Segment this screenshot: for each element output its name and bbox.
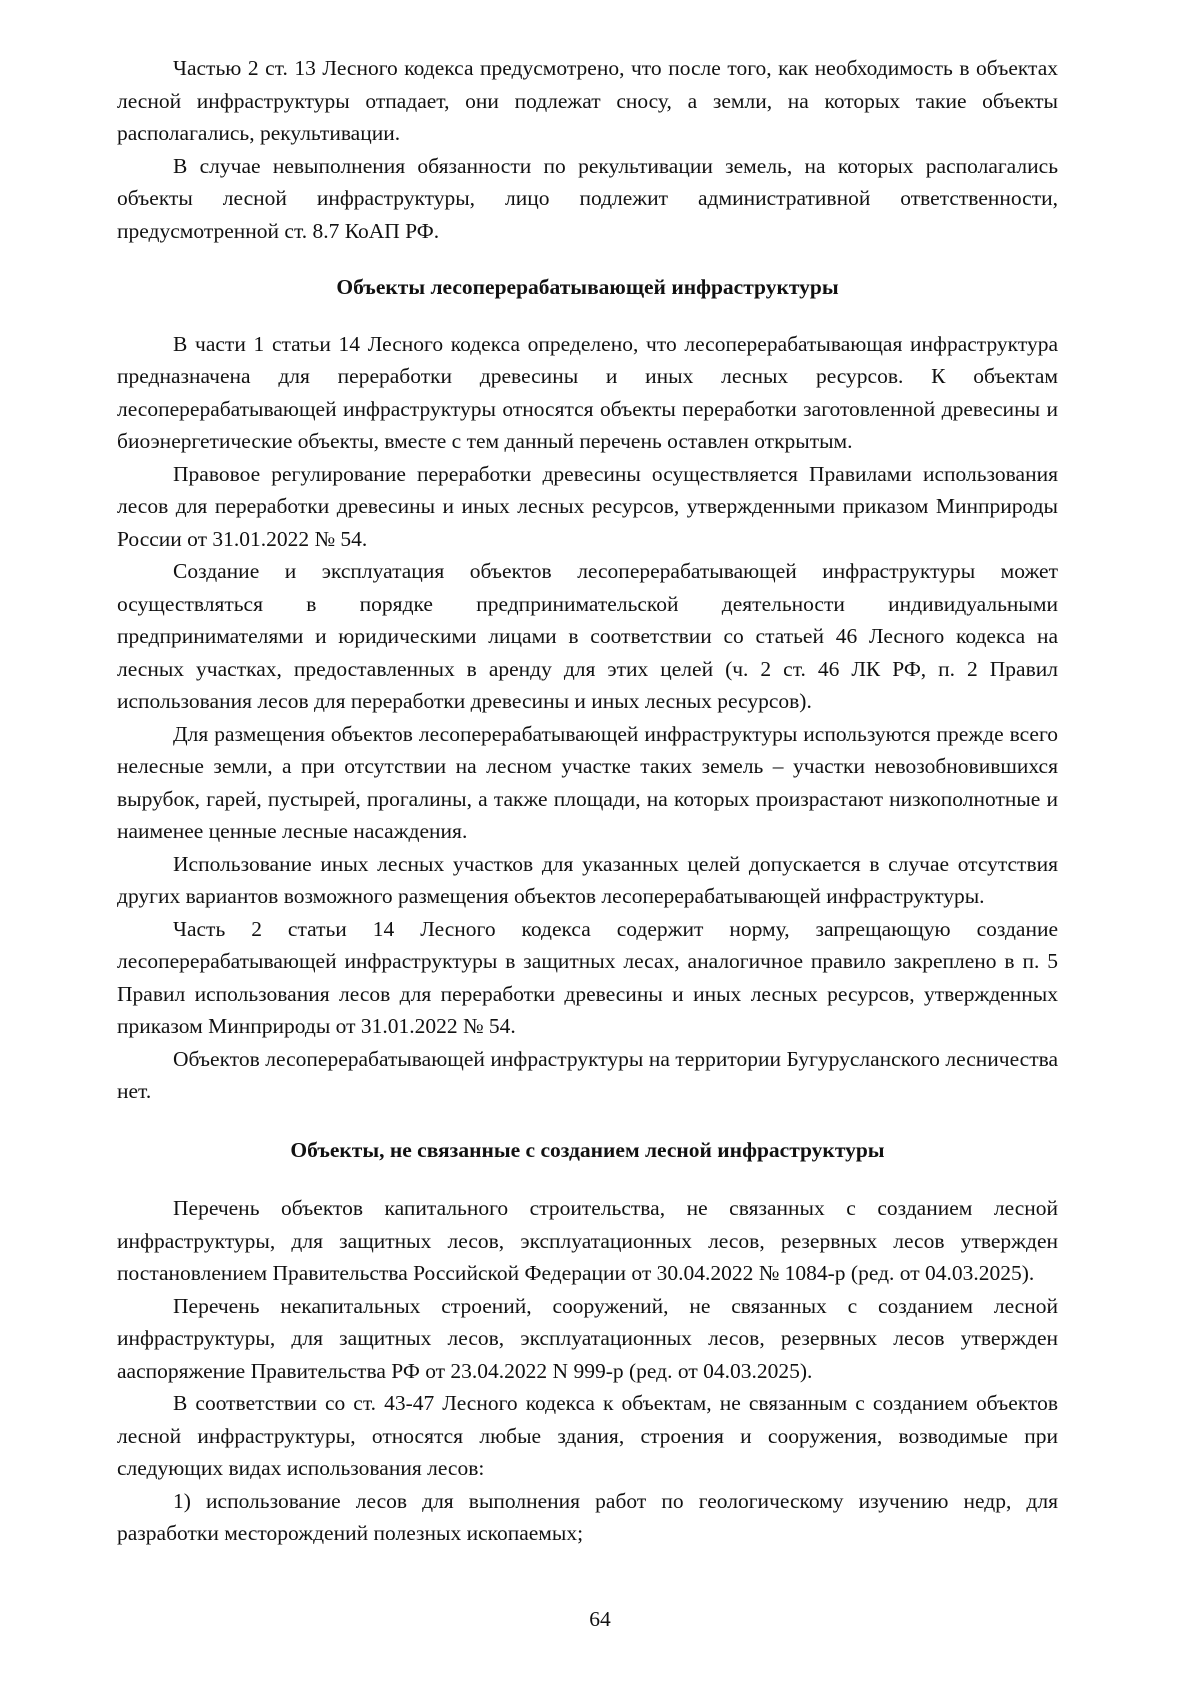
- paragraph: В соответствии со ст. 43-47 Лесного кодекса к объектам, не связанным с созданием объектов лесной инфраструктуры, относятся любые здания, строения и сооружения, возводимые при следующих видах использования лесов:: [117, 1391, 1058, 1480]
- paragraph: Перечень объектов капитального строительства, не связанных с созданием лесной инфраструктуры, для защитных лесов, эксплуатационных лесов, резервных лесов утвержден постановлением Правительства Российской Федерации от 30.04.2022 № 1084-р (ред. от 04.03.2025).: [117, 1196, 1058, 1285]
- paragraph: Для размещения объектов лесоперерабатывающей инфраструктуры используются прежде всего нелесные земли, а при отсутствии на лесном участке таких земель – участки невозобновившихся вырубок, гарей, пустырей, прогалины, а также площади, на которых произрастают низкополнотные и наименее ценные лесные насаждения.: [117, 721, 1058, 843]
- paragraph: Правовое регулирование переработки древесины осуществляется Правилами использования лесов для переработки древесины и иных лесных ресурсов, утвержденными приказом Минприроды России от 31.01.2022 № 54.: [117, 461, 1058, 551]
- paragraph: Создание и эксплуатация объектов лесоперерабатывающей инфраструктуры может осуществляться в порядке предпринимательской деятельности индивидуальными предпринимателями и юридическими лицами в соответствии со статьей 46 Лесного кодекса на лесных участках, предоставленных в аренду для этих целей (ч. 2 ст. 46 ЛК РФ, п. 2 Правил использования лесов для переработки древесины и иных лесных ресурсов).: [117, 559, 1058, 713]
- paragraph: Часть 2 статьи 14 Лесного кодекса содержит норму, запрещающую создание лесоперерабатывающей инфраструктуры в защитных лесах, аналогичное правило закреплено в п. 5 Правил использования лесов для переработки древесины и иных лесных ресурсов, утвержденных приказом Минприроды от 31.01.2022 № 54.: [117, 916, 1058, 1038]
- paragraph: Частью 2 ст. 13 Лесного кодекса предусмотрено, что после того, как необходимость в объектах лесной инфраструктуры отпадает, они подлежат сносу, а земли, на которых такие объекты располагались, рекультивации.: [117, 56, 1058, 145]
- section-heading: Объекты, не связанные с созданием лесной инфраструктуры: [290, 1137, 885, 1162]
- paragraph: В части 1 статьи 14 Лесного кодекса определено, что лесоперерабатывающая инфраструктура предназначена для переработки древесины и иных лесных ресурсов. К объектам лесоперерабатывающей инфраструктуры относятся объекты переработки заготовленной древесины и биоэнергетические объекты, вместе с тем данный перечень оставлен открытым.: [117, 331, 1058, 453]
- page-number: 64: [589, 1607, 611, 1631]
- paragraph: 1) использование лесов для выполнения работ по геологическому изучению недр, для разработки месторождений полезных ископаемых;: [117, 1488, 1058, 1545]
- paragraph: В случае невыполнения обязанности по рекультивации земель, на которых располагались объекты лесной инфраструктуры, лицо подлежит административной ответственности, предусмотренной ст. 8.7 КоАП РФ.: [117, 153, 1058, 243]
- paragraph: Перечень некапитальных строений, сооружений, не связанных с созданием лесной инфраструктуры, для защитных лесов, эксплуатационных лесов, резервных лесов утвержден ааспоряжение Правительства РФ от 23.04.2022 N 999-р (ред. от 04.03.2025).: [117, 1293, 1058, 1383]
- document-page: [117, 52, 1058, 1550]
- section-heading: Объекты лесоперерабатывающей инфраструктуры: [336, 275, 839, 299]
- paragraph: Использование иных лесных участков для указанных целей допускается в случае отсутствия других вариантов возможного размещения объектов лесоперерабатывающей инфраструктуры.: [117, 851, 1058, 908]
- paragraph: Объектов лесоперерабатывающей инфраструктуры на территории Бугурусланского лесничества нет.: [117, 1046, 1058, 1103]
